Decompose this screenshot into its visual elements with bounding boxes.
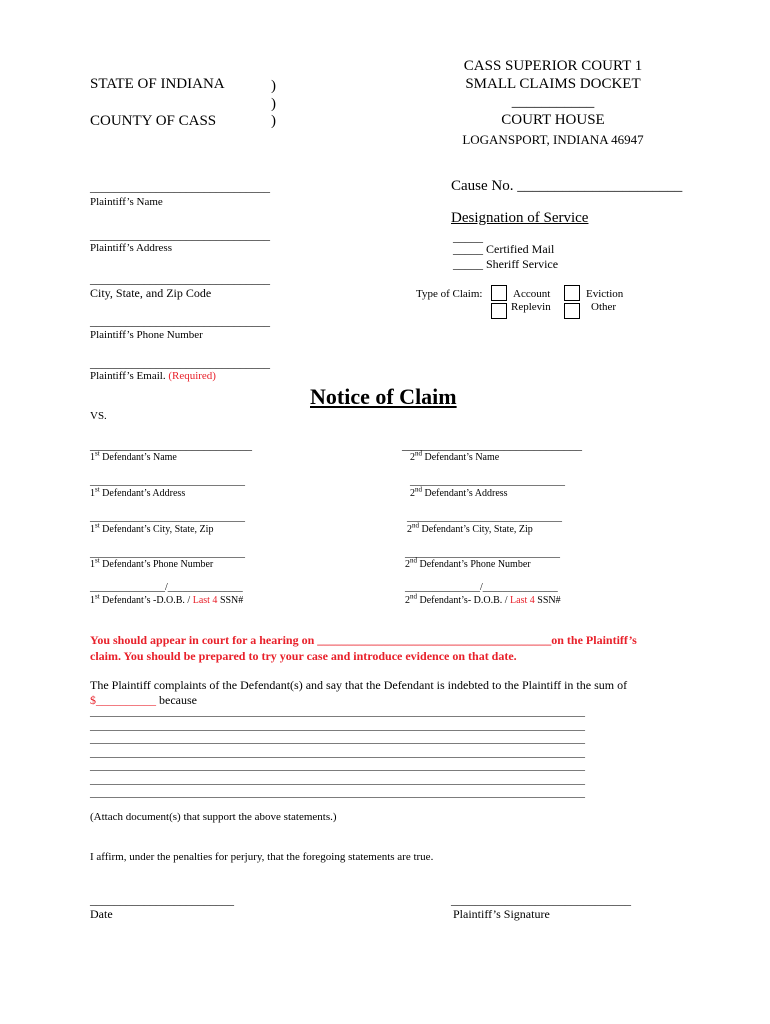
page-title: Notice of Claim [310,384,457,409]
label-text: Defendant’s Address [102,488,186,499]
eviction-checkbox[interactable] [564,285,580,301]
account-checkbox[interactable] [491,285,507,301]
paren: ) [271,96,276,112]
attach-note: (Attach document(s) that support the above statements.) [90,811,337,823]
signature-label: Plaintiff’s Signature [453,907,550,921]
other-label: Other [591,301,617,313]
ordinal: 2 [407,524,412,535]
def2-address-field[interactable]: _______________________________ [410,476,565,487]
sheriff-service-option[interactable]: _____ Sheriff Service [453,257,559,271]
court-address: LOGANSPORT, INDIANA 46947 [462,132,644,147]
def1-address-label [90,485,186,499]
def1-dob-ssn-field[interactable]: _______________/_______________ [90,582,243,593]
ordinal: 1 [90,524,95,535]
def1-city-field[interactable]: _______________________________ [90,512,245,523]
ordinal-suffix: nd [410,556,417,565]
ssn-text: SSN# [537,595,561,606]
county-label: COUNTY OF CASS [90,113,217,129]
def2-address-label [410,485,508,499]
ordinal: 1 [90,559,95,570]
ordinal: 1 [90,452,95,463]
def2-phone-field[interactable]: _______________________________ [405,548,560,559]
paren: ) [271,113,276,129]
ssn-text: SSN# [219,595,244,606]
label-text: Defendant’s Phone Number [102,559,214,570]
date-field[interactable]: ________________________ [90,893,234,907]
amount-field[interactable]: $__________ [90,693,156,707]
def2-city-field[interactable]: _______________________________ [407,512,562,523]
service-blank[interactable]: _____ [453,230,483,244]
complaint-line[interactable]: __________________________________________________________________________________________ [90,787,585,799]
ordinal-suffix: nd [415,449,422,458]
designation-title: Designation of Service [451,210,589,226]
def1-phone-field[interactable]: _______________________________ [90,548,245,559]
def1-dob-ssn-label [90,592,244,606]
ordinal: 1 [90,488,95,499]
date-label: Date [90,907,113,921]
docket-blank[interactable]: ___________ [511,94,595,110]
plaintiff-name-label: Plaintiff’s Name [90,196,163,208]
def1-city-label [90,521,214,535]
replevin-checkbox[interactable] [491,303,507,319]
def1-phone-label [90,556,214,570]
state-label: STATE OF INDIANA [90,76,225,92]
label-text: Defendant’s- D.O.B. / [419,595,508,606]
complaint-line[interactable]: __________________________________________________________________________________________ [90,706,585,718]
account-label: Account [513,288,551,300]
ordinal: 2 [410,452,415,463]
ordinal: 2 [405,559,410,570]
hearing-notice-line2: claim. You should be prepared to try your case and introduce evidence on that date. [90,649,517,663]
because-text: because [159,693,197,707]
email-label-text: Plaintiff’s Email. [90,370,166,382]
complaint-line[interactable]: __________________________________________________________________________________________ [90,773,585,786]
last4-text: Last 4 [192,595,218,606]
hearing-notice-line1[interactable]: You should appear in court for a hearing on _______________________________________on the Plaintiff’s [90,633,637,647]
type-of-claim-label: Type of Claim: [416,288,483,300]
paren: ) [271,78,276,94]
cause-number-field[interactable]: Cause No. ______________________ [451,178,683,194]
def1-name-label [90,449,177,463]
ordinal-suffix: st [95,449,100,458]
ordinal-suffix: st [95,592,100,601]
ordinal-suffix: nd [410,592,417,601]
complaint-line[interactable]: __________________________________________________________________________________________ [90,760,585,772]
label-text: Defendant’s City, State, Zip [421,524,533,535]
plaintiff-address-label: Plaintiff’s Address [90,242,172,254]
label-text: Defendant’s Name [102,452,177,463]
affirmation-text: I affirm, under the penalties for perjury, that the foregoing statements are true. [90,851,434,863]
certified-mail-option[interactable]: _____ Certified Mail [453,242,555,256]
plaintiff-phone-label: Plaintiff’s Phone Number [90,329,203,341]
replevin-label: Replevin [511,301,551,313]
last4-text: Last 4 [510,595,535,606]
plaintiff-email-label [90,370,216,382]
complaint-line[interactable]: __________________________________________________________________________________________ [90,719,585,732]
label-text: Defendant’s -D.O.B. / [102,595,191,606]
ordinal: 2 [405,595,410,606]
plaintiff-city-label: City, State, and Zip Code [90,286,212,300]
ordinal: 1 [90,595,95,606]
def1-address-field[interactable]: _______________________________ [90,476,245,487]
ordinal-suffix: nd [415,485,422,494]
plaintiff-city-field[interactable]: ______________________________ [90,272,270,286]
ordinal: 2 [410,488,415,499]
ordinal-suffix: nd [412,521,419,530]
ordinal-suffix: st [95,556,100,565]
complaint-lines[interactable] [90,706,585,801]
def2-dob-ssn-field[interactable]: _______________/_______________ [405,582,558,593]
label-text: Defendant’s Phone Number [419,559,531,570]
court-name: CASS SUPERIOR COURT 1 [463,58,643,74]
complaint-text: The Plaintiff complaints of the Defendant(s) and say that the Defendant is indebted to the Plaintiff in the sum of [90,678,628,692]
label-text: Defendant’s Name [424,452,500,463]
ordinal-suffix: st [95,521,100,530]
court-house: COURT HOUSE [501,112,605,128]
complaint-line[interactable]: __________________________________________________________________________________________ [90,746,585,759]
def2-name-field[interactable]: ______________________________ [402,438,582,452]
def2-phone-label [405,556,531,570]
plaintiff-email-field[interactable]: ______________________________ [90,356,270,370]
email-required: (Required) [168,370,216,382]
other-checkbox[interactable] [564,303,580,319]
complaint-line[interactable]: __________________________________________________________________________________________ [90,733,585,745]
vs-label: VS. [90,410,107,422]
def1-name-field[interactable]: ___________________________ [90,438,252,452]
docket-name: SMALL CLAIMS DOCKET [465,76,641,92]
eviction-label: Eviction [586,288,624,300]
ordinal-suffix: st [95,485,100,494]
signature-field[interactable]: ______________________________ [451,893,631,907]
def2-city-label [407,521,533,535]
def2-name-label [410,449,500,463]
plaintiff-phone-field[interactable]: ______________________________ [90,314,270,328]
def2-dob-ssn-label [405,592,561,606]
label-text: Defendant’s City, State, Zip [102,524,214,535]
plaintiff-address-field[interactable]: ______________________________ [90,228,270,242]
label-text: Defendant’s Address [424,488,508,499]
plaintiff-name-field[interactable]: ______________________________ [90,180,270,194]
